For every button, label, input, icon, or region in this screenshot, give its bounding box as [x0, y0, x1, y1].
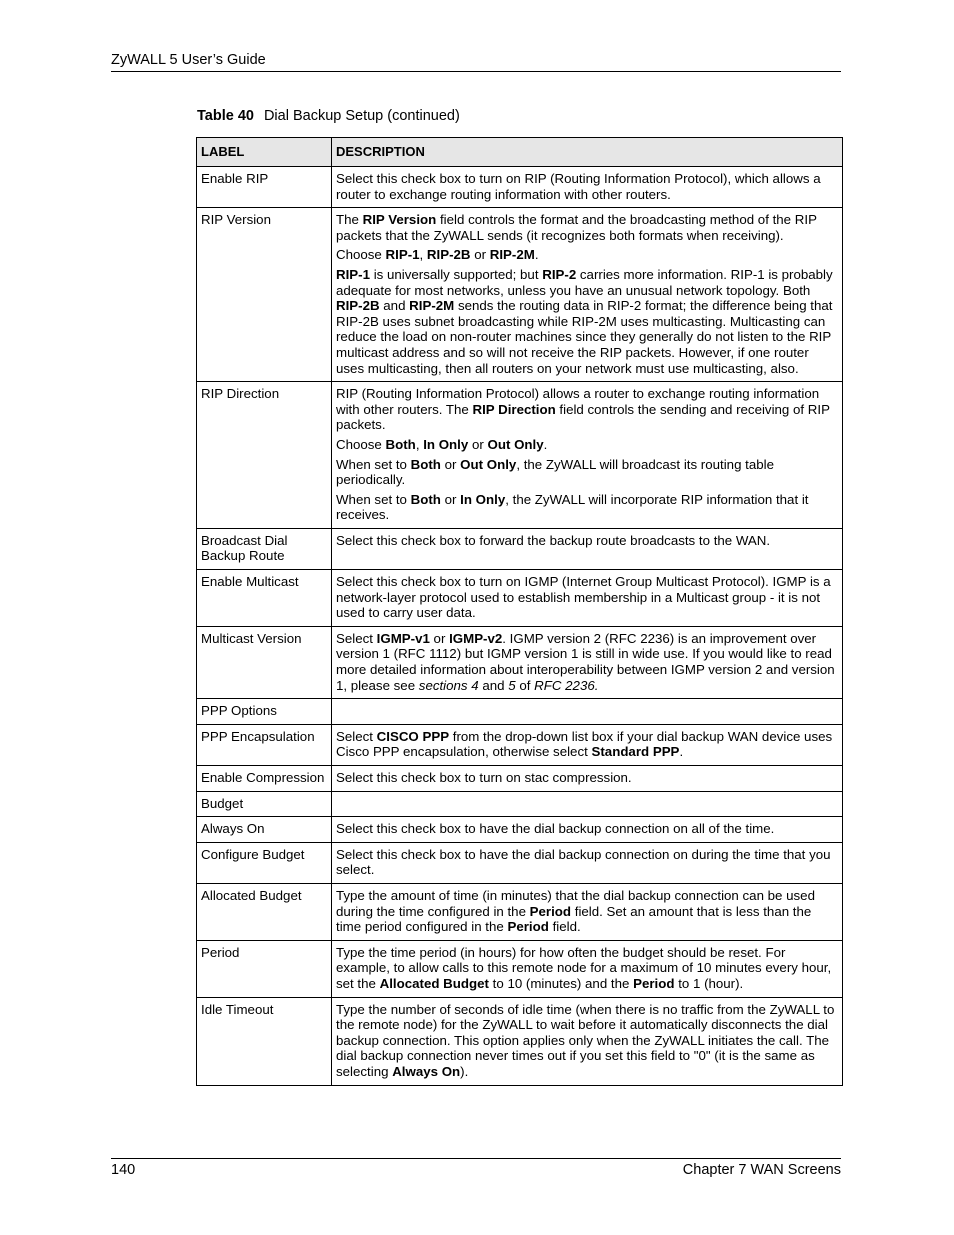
row-description — [332, 766, 843, 792]
text-run: or — [440, 491, 461, 507]
row-description — [332, 699, 843, 725]
text-run: Type the amount of time (in minutes) that the dial backup connection can be used during the time configured in the — [336, 887, 815, 919]
table-row — [197, 626, 843, 698]
table-row — [197, 997, 843, 1085]
description-paragraph — [336, 888, 838, 935]
table-row — [197, 208, 843, 382]
bold-term: RIP Direction — [472, 401, 556, 417]
text-run: or — [429, 630, 450, 646]
table-row — [197, 940, 843, 997]
description-paragraph — [336, 574, 838, 621]
text-run: RIP (Routing Information Protocol) allows a router to exchange routing information with other routers. The — [336, 386, 820, 417]
row-description — [332, 997, 843, 1085]
text-run: , — [415, 436, 424, 452]
footer-rule — [111, 1158, 841, 1159]
text-run: and — [379, 298, 410, 314]
text-run: Select — [336, 728, 377, 744]
bold-term: Both — [385, 436, 416, 452]
bold-term: Period — [633, 975, 675, 991]
description-paragraph — [336, 945, 838, 992]
table-header-row — [197, 138, 843, 167]
text-run: When set to — [336, 491, 411, 507]
table-row — [197, 570, 843, 627]
text-run: to 10 (minutes) and the — [488, 975, 634, 991]
description-paragraph — [336, 729, 838, 760]
table-row — [197, 167, 843, 208]
bold-term: RIP-2B — [426, 247, 471, 263]
text-run: is universally supported; but — [370, 266, 543, 282]
text-run: field controls the format and the broadcasting method of the RIP packets that the ZyWALL sends (it recognizes both formats when receiving). — [336, 212, 817, 243]
row-label: Enable RIP — [197, 167, 332, 208]
text-run: from the drop-down list box if your dial backup WAN device uses Cisco PPP encapsulation, otherwise select — [336, 728, 833, 760]
description-paragraph — [336, 631, 838, 693]
description-paragraph — [336, 821, 838, 837]
row-description — [332, 791, 843, 817]
description-paragraph — [336, 212, 838, 243]
row-label: Always On — [197, 817, 332, 843]
text-run: or — [470, 247, 490, 263]
text-run: or — [440, 456, 461, 472]
text-run: sends the routing data in RIP-2 format; the difference being that RIP-2B uses subnet broadcasting while RIP-2M uses multicasting. Multicasting can reduce the load on non-router machines since they generally do not listen to the RIP multicast address and so will not receive the RIP packets. However, if one router uses multicasting, then all routers on your network must use multicasting, also. — [336, 298, 833, 376]
bold-term: Allocated Budget — [379, 975, 489, 991]
bold-term: Both — [410, 491, 441, 507]
row-label: Allocated Budget — [197, 883, 332, 940]
row-label: Idle Timeout — [197, 997, 332, 1085]
italic-reference: sections 4 — [418, 677, 479, 693]
text-run: and — [478, 677, 509, 693]
text-run: Select this check box to turn on IGMP (Internet Group Multicast Protocol). IGMP is a network-layer protocol used to establish membership in a Multicast group - it is not used to carry user data. — [336, 574, 831, 621]
bold-term: RIP-2 — [542, 266, 577, 282]
bold-term: In Only — [423, 436, 469, 452]
description-paragraph — [336, 386, 838, 433]
bold-term: RIP Version — [362, 212, 437, 228]
bold-term: Out Only — [460, 456, 517, 472]
text-run: of — [515, 677, 535, 693]
text-run: , the ZyWALL will incorporate RIP information that it receives. — [336, 491, 809, 523]
row-label: PPP Encapsulation — [197, 724, 332, 765]
text-run: . IGMP version 2 (RFC 2236) is an improvement over version 1 (RFC 1112) but IGMP version 1 is still in wide use. If you would like to read more detailed information about interoperability between IGMP version 2 and version 1, please see — [336, 630, 835, 693]
text-run: The — [336, 212, 363, 228]
chapter-title: Chapter 7 WAN Screens — [682, 1162, 841, 1178]
text-run: or — [468, 436, 488, 452]
row-description — [332, 724, 843, 765]
row-description — [332, 817, 843, 843]
row-description — [332, 208, 843, 382]
text-run: Select this check box to forward the backup route broadcasts to the WAN. — [336, 532, 771, 548]
description-paragraph — [336, 533, 838, 549]
text-run: Type the time period (in hours) for how often the budget should be reset. For example, to allow calls to this remote node for a maximum of 10 minutes every hour, set the — [336, 944, 832, 991]
text-run: Select — [336, 630, 377, 646]
table-row — [197, 766, 843, 792]
row-label: Multicast Version — [197, 626, 332, 698]
table-caption-label: Table 40 — [197, 108, 254, 124]
row-label: Budget — [197, 791, 332, 817]
row-label: RIP Direction — [197, 382, 332, 529]
row-description — [332, 382, 843, 529]
row-description — [332, 883, 843, 940]
text-run: , — [419, 247, 427, 263]
text-run: field controls the sending and receiving of RIP packets. — [336, 401, 830, 433]
text-run: . — [543, 436, 548, 452]
text-run: When set to — [336, 456, 411, 472]
text-run: to 1 (hour). — [674, 975, 744, 991]
column-header-description: DESCRIPTION — [332, 138, 843, 167]
bold-term: RIP-1 — [336, 266, 370, 282]
bold-term: Standard PPP — [591, 744, 680, 760]
table-body — [197, 167, 843, 1086]
header-rule — [111, 71, 841, 72]
bold-term: Period — [507, 919, 549, 935]
description-paragraph — [336, 267, 838, 376]
text-run: field. Set an amount that is less than the time period configured in the — [336, 903, 812, 935]
table-row — [197, 842, 843, 883]
table-row — [197, 883, 843, 940]
row-label: Configure Budget — [197, 842, 332, 883]
row-description — [332, 842, 843, 883]
table-row — [197, 528, 843, 569]
row-description — [332, 570, 843, 627]
text-run: Choose — [336, 436, 386, 452]
table-row — [197, 791, 843, 817]
description-paragraph — [336, 247, 838, 263]
column-header-label: LABEL — [197, 138, 332, 167]
description-paragraph — [336, 1002, 838, 1080]
empty-cell — [336, 796, 838, 811]
text-run: . — [679, 744, 684, 760]
row-label: Enable Multicast — [197, 570, 332, 627]
bold-term: RIP-2M — [409, 298, 455, 314]
row-label: Enable Compression — [197, 766, 332, 792]
row-label: RIP Version — [197, 208, 332, 382]
description-paragraph — [336, 847, 838, 878]
text-run: Select this check box to turn on stac compression. — [336, 770, 632, 785]
row-description — [332, 528, 843, 569]
italic-reference: RFC 2236. — [534, 677, 599, 693]
description-paragraph — [336, 770, 838, 786]
table-caption — [197, 108, 460, 124]
running-header: ZyWALL 5 User’s Guide — [111, 52, 266, 68]
row-label: Period — [197, 940, 332, 997]
text-run: . — [534, 247, 539, 263]
row-description — [332, 940, 843, 997]
bold-term: CISCO PPP — [376, 728, 450, 744]
text-run: Select this check box to turn on RIP (Routing Information Protocol), which allows a router to exchange routing information with other routers. — [336, 171, 821, 202]
empty-cell — [336, 703, 838, 718]
table-row — [197, 817, 843, 843]
page-number: 140 — [111, 1162, 136, 1178]
table-row — [197, 724, 843, 765]
bold-term: Both — [410, 456, 441, 472]
bold-term: Period — [529, 903, 572, 919]
text-run: field. — [548, 919, 581, 935]
bold-term: IGMP-v1 — [376, 630, 430, 646]
description-paragraph — [336, 437, 838, 453]
bold-term: Always On — [392, 1063, 461, 1079]
text-run: Type the number of seconds of idle time (when there is no traffic from the ZyWALL to the remote node) for the ZyWALL to wait before it automatically disconnects the dial backup connection. This option applies only when the ZyWALL initiates the call. The dial backup connection never times out if you set this field to "0" (it is the same as selecting — [336, 1001, 835, 1079]
bold-term: RIP-1 — [385, 247, 420, 263]
bold-term: RIP-2B — [336, 298, 380, 314]
italic-reference: 5 — [508, 677, 516, 693]
text-run: , the ZyWALL will broadcast its routing table periodically. — [336, 456, 774, 488]
description-paragraph — [336, 171, 838, 202]
description-paragraph — [336, 457, 838, 488]
row-label: Broadcast Dial Backup Route — [197, 528, 332, 569]
bold-term: In Only — [460, 491, 506, 507]
table-caption-title: Dial Backup Setup (continued) — [263, 108, 460, 124]
text-run: ). — [460, 1063, 469, 1079]
text-run: Choose — [336, 247, 386, 263]
table-row — [197, 382, 843, 529]
row-description — [332, 167, 843, 208]
bold-term: RIP-2M — [489, 247, 535, 263]
text-run: Select this check box to have the dial backup connection on all of the time. — [336, 821, 775, 837]
dial-backup-setup-table — [196, 137, 843, 1086]
bold-term: Out Only — [487, 436, 544, 452]
description-paragraph — [336, 492, 838, 523]
table-row — [197, 699, 843, 725]
row-description — [332, 626, 843, 698]
bold-term: IGMP-v2 — [449, 630, 503, 646]
row-label: PPP Options — [197, 699, 332, 725]
text-run: carries more information. RIP-1 is probably adequate for most networks, unless you have an unusual network topology. Both — [336, 266, 833, 298]
text-run: Select this check box to have the dial backup connection on during the time that you select. — [336, 846, 831, 878]
